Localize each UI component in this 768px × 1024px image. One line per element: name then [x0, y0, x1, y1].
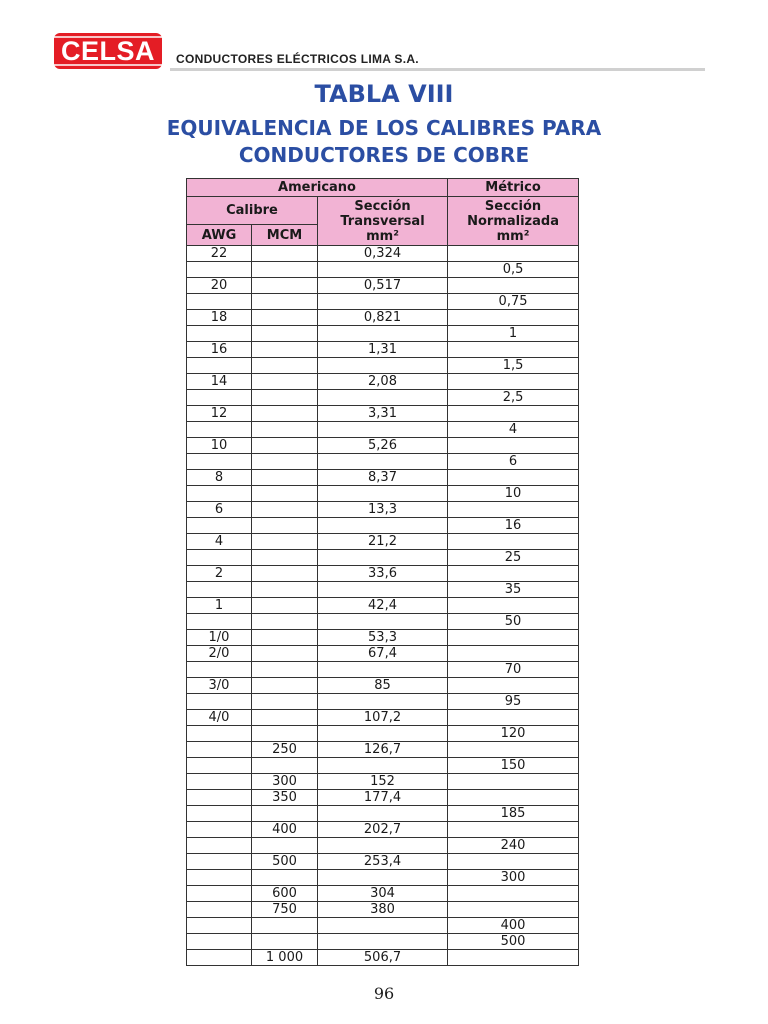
seccion-transversal-cell: [318, 262, 448, 278]
seccion-normalizada-cell: 0,75: [448, 294, 579, 310]
seccion-transversal-cell: [318, 662, 448, 678]
seccion-transversal-cell: [318, 486, 448, 502]
seccion-normalizada-cell: [448, 470, 579, 486]
table-row: [187, 630, 579, 646]
table-row: [187, 454, 579, 470]
seccion-transversal-cell: 380: [318, 902, 448, 918]
seccion-transversal-cell: [318, 614, 448, 630]
awg-cell: 4/0: [187, 710, 252, 726]
seccion-transversal-cell: 67,4: [318, 646, 448, 662]
table-row: [187, 534, 579, 550]
mcm-cell: [252, 454, 318, 470]
table-row: [187, 806, 579, 822]
mcm-cell: [252, 390, 318, 406]
table-row: [187, 310, 579, 326]
table-row: [187, 822, 579, 838]
awg-cell: [187, 758, 252, 774]
mcm-cell: [252, 726, 318, 742]
awg-cell: 12: [187, 406, 252, 422]
table-row: [187, 870, 579, 886]
mcm-cell: [252, 278, 318, 294]
table-row: [187, 374, 579, 390]
header-seccion-transversal: Sección Transversal mm²: [318, 197, 448, 246]
seccion-transversal-cell: 202,7: [318, 822, 448, 838]
seccion-transversal-cell: [318, 838, 448, 854]
awg-cell: [187, 454, 252, 470]
table-row: [187, 662, 579, 678]
table-row: [187, 294, 579, 310]
table-row: [187, 262, 579, 278]
table-row: [187, 678, 579, 694]
mcm-cell: [252, 374, 318, 390]
seccion-normalizada-cell: 500: [448, 934, 579, 950]
seccion-normalizada-cell: [448, 710, 579, 726]
header-awg: AWG: [187, 225, 252, 246]
table-row: [187, 646, 579, 662]
seccion-normalizada-cell: 150: [448, 758, 579, 774]
table-row: [187, 694, 579, 710]
seccion-transversal-cell: [318, 806, 448, 822]
seccion-normalizada-cell: [448, 278, 579, 294]
seccion-normalizada-cell: 95: [448, 694, 579, 710]
table-subtitle-line2: CONDUCTORES DE COBRE: [238, 143, 530, 167]
seccion-normalizada-cell: 400: [448, 918, 579, 934]
awg-cell: [187, 662, 252, 678]
gauge-equivalence-table: [186, 178, 579, 966]
mcm-cell: [252, 662, 318, 678]
seccion-transversal-cell: 126,7: [318, 742, 448, 758]
seccion-normalizada-cell: [448, 534, 579, 550]
awg-cell: [187, 390, 252, 406]
mcm-cell: [252, 342, 318, 358]
mcm-cell: [252, 838, 318, 854]
seccion-normalizada-cell: 2,5: [448, 390, 579, 406]
seccion-normalizada-cell: [448, 646, 579, 662]
seccion-transversal-cell: 0,324: [318, 246, 448, 262]
celsa-logo: [54, 33, 162, 69]
table-row: [187, 326, 579, 342]
seccion-transversal-cell: 8,37: [318, 470, 448, 486]
mcm-cell: [252, 550, 318, 566]
table-row: [187, 614, 579, 630]
seccion-transversal-cell: 1,31: [318, 342, 448, 358]
awg-cell: [187, 358, 252, 374]
awg-cell: 1/0: [187, 630, 252, 646]
seccion-transversal-cell: 304: [318, 886, 448, 902]
awg-cell: [187, 790, 252, 806]
table-row: [187, 278, 579, 294]
awg-cell: [187, 294, 252, 310]
seccion-transversal-cell: 177,4: [318, 790, 448, 806]
seccion-normalizada-cell: [448, 950, 579, 966]
seccion-normalizada-cell: [448, 566, 579, 582]
awg-cell: 4: [187, 534, 252, 550]
mcm-cell: [252, 694, 318, 710]
table-row: [187, 390, 579, 406]
logo-text: CELSA: [60, 35, 155, 66]
mcm-cell: [252, 630, 318, 646]
awg-cell: [187, 918, 252, 934]
seccion-normalizada-cell: 240: [448, 838, 579, 854]
seccion-normalizada-cell: 120: [448, 726, 579, 742]
table-row: [187, 502, 579, 518]
mcm-cell: [252, 710, 318, 726]
awg-cell: [187, 326, 252, 342]
mcm-cell: [252, 358, 318, 374]
seccion-transversal-cell: [318, 582, 448, 598]
seccion-normalizada-cell: [448, 406, 579, 422]
mcm-cell: 600: [252, 886, 318, 902]
table-row: [187, 598, 579, 614]
awg-cell: 16: [187, 342, 252, 358]
seccion-transversal-cell: 13,3: [318, 502, 448, 518]
awg-cell: [187, 582, 252, 598]
mcm-cell: [252, 246, 318, 262]
seccion-transversal-cell: 53,3: [318, 630, 448, 646]
company-name: CONDUCTORES ELÉCTRICOS LIMA S.A.: [176, 52, 419, 66]
seccion-transversal-cell: [318, 454, 448, 470]
seccion-transversal-cell: 5,26: [318, 438, 448, 454]
mcm-cell: [252, 486, 318, 502]
seccion-transversal-cell: [318, 758, 448, 774]
table-subtitle-line1: EQUIVALENCIA DE LOS CALIBRES PARA: [166, 116, 602, 140]
awg-cell: 10: [187, 438, 252, 454]
table-row: [187, 566, 579, 582]
mcm-cell: 1 000: [252, 950, 318, 966]
table-row: [187, 758, 579, 774]
mcm-cell: [252, 406, 318, 422]
seccion-normalizada-cell: [448, 886, 579, 902]
header-metrico: Métrico: [448, 179, 579, 197]
mcm-cell: 350: [252, 790, 318, 806]
seccion-normalizada-cell: [448, 246, 579, 262]
table-row: [187, 886, 579, 902]
seccion-normalizada-cell: 6: [448, 454, 579, 470]
mcm-cell: [252, 518, 318, 534]
seccion-normalizada-cell: 4: [448, 422, 579, 438]
page-number: 96: [373, 984, 395, 1003]
header-seccion-normalizada: Sección Normalizada mm²: [448, 197, 579, 246]
mcm-cell: [252, 310, 318, 326]
table-row: [187, 422, 579, 438]
awg-cell: [187, 422, 252, 438]
seccion-transversal-cell: 0,517: [318, 278, 448, 294]
mcm-cell: [252, 806, 318, 822]
table-row: [187, 790, 579, 806]
mcm-cell: [252, 502, 318, 518]
mcm-cell: 300: [252, 774, 318, 790]
header-mcm: MCM: [252, 225, 318, 246]
awg-cell: 22: [187, 246, 252, 262]
seccion-normalizada-cell: [448, 598, 579, 614]
table-row: [187, 438, 579, 454]
table-row: [187, 358, 579, 374]
mcm-cell: [252, 262, 318, 278]
table-row: [187, 742, 579, 758]
seccion-transversal-cell: [318, 358, 448, 374]
awg-cell: [187, 854, 252, 870]
awg-cell: 3/0: [187, 678, 252, 694]
seccion-transversal-cell: [318, 390, 448, 406]
awg-cell: [187, 870, 252, 886]
table-row: [187, 918, 579, 934]
mcm-cell: [252, 422, 318, 438]
seccion-transversal-cell: 33,6: [318, 566, 448, 582]
seccion-transversal-cell: 21,2: [318, 534, 448, 550]
table-row: [187, 774, 579, 790]
seccion-transversal-cell: 506,7: [318, 950, 448, 966]
seccion-transversal-cell: [318, 726, 448, 742]
seccion-normalizada-cell: [448, 310, 579, 326]
mcm-cell: [252, 934, 318, 950]
mcm-cell: [252, 758, 318, 774]
seccion-transversal-cell: [318, 518, 448, 534]
seccion-normalizada-cell: [448, 342, 579, 358]
header-americano: Americano: [187, 179, 448, 197]
mcm-cell: [252, 294, 318, 310]
seccion-normalizada-cell: 1: [448, 326, 579, 342]
table-row: [187, 406, 579, 422]
mcm-cell: [252, 678, 318, 694]
header-divider: [170, 68, 705, 71]
awg-cell: [187, 950, 252, 966]
mcm-cell: [252, 918, 318, 934]
seccion-normalizada-cell: 50: [448, 614, 579, 630]
seccion-normalizada-cell: [448, 502, 579, 518]
table-row: [187, 838, 579, 854]
awg-cell: [187, 550, 252, 566]
seccion-transversal-cell: [318, 326, 448, 342]
seccion-normalizada-cell: [448, 678, 579, 694]
mcm-cell: 250: [252, 742, 318, 758]
awg-cell: [187, 694, 252, 710]
mcm-cell: 750: [252, 902, 318, 918]
seccion-transversal-cell: [318, 934, 448, 950]
mcm-cell: [252, 646, 318, 662]
table-row: [187, 710, 579, 726]
mcm-cell: [252, 582, 318, 598]
seccion-normalizada-cell: 16: [448, 518, 579, 534]
seccion-normalizada-cell: [448, 774, 579, 790]
seccion-normalizada-cell: [448, 630, 579, 646]
seccion-normalizada-cell: [448, 902, 579, 918]
awg-cell: 2: [187, 566, 252, 582]
awg-cell: [187, 774, 252, 790]
seccion-transversal-cell: [318, 870, 448, 886]
mcm-cell: [252, 438, 318, 454]
seccion-normalizada-cell: [448, 742, 579, 758]
awg-cell: [187, 486, 252, 502]
table-row: [187, 246, 579, 262]
seccion-normalizada-cell: 1,5: [448, 358, 579, 374]
mcm-cell: [252, 534, 318, 550]
seccion-normalizada-cell: 25: [448, 550, 579, 566]
seccion-transversal-cell: 0,821: [318, 310, 448, 326]
awg-cell: [187, 518, 252, 534]
seccion-transversal-cell: [318, 294, 448, 310]
awg-cell: [187, 934, 252, 950]
awg-cell: [187, 742, 252, 758]
table-row: [187, 582, 579, 598]
mcm-cell: 500: [252, 854, 318, 870]
table-row: [187, 902, 579, 918]
mcm-cell: [252, 470, 318, 486]
table-row: [187, 550, 579, 566]
table-row: [187, 342, 579, 358]
awg-cell: [187, 902, 252, 918]
table-row: [187, 726, 579, 742]
awg-cell: [187, 614, 252, 630]
mcm-cell: [252, 598, 318, 614]
seccion-transversal-cell: 42,4: [318, 598, 448, 614]
seccion-transversal-cell: 2,08: [318, 374, 448, 390]
awg-cell: [187, 262, 252, 278]
seccion-transversal-cell: [318, 918, 448, 934]
seccion-transversal-cell: 253,4: [318, 854, 448, 870]
mcm-cell: [252, 326, 318, 342]
table-row: [187, 950, 579, 966]
seccion-normalizada-cell: 185: [448, 806, 579, 822]
seccion-normalizada-cell: [448, 854, 579, 870]
seccion-transversal-cell: 107,2: [318, 710, 448, 726]
seccion-normalizada-cell: [448, 790, 579, 806]
awg-cell: 8: [187, 470, 252, 486]
header-calibre: Calibre: [187, 197, 318, 225]
awg-cell: 6: [187, 502, 252, 518]
seccion-normalizada-cell: 35: [448, 582, 579, 598]
awg-cell: [187, 806, 252, 822]
mcm-cell: [252, 870, 318, 886]
seccion-transversal-cell: [318, 694, 448, 710]
awg-cell: [187, 886, 252, 902]
table-row: [187, 934, 579, 950]
seccion-normalizada-cell: [448, 438, 579, 454]
table-row: [187, 518, 579, 534]
awg-cell: [187, 726, 252, 742]
awg-cell: 1: [187, 598, 252, 614]
awg-cell: [187, 838, 252, 854]
table-row: [187, 470, 579, 486]
seccion-transversal-cell: 85: [318, 678, 448, 694]
seccion-normalizada-cell: 0,5: [448, 262, 579, 278]
mcm-cell: [252, 566, 318, 582]
awg-cell: 2/0: [187, 646, 252, 662]
seccion-normalizada-cell: 10: [448, 486, 579, 502]
mcm-cell: 400: [252, 822, 318, 838]
seccion-normalizada-cell: [448, 822, 579, 838]
awg-cell: 14: [187, 374, 252, 390]
table-title: TABLA VIII: [314, 80, 454, 108]
table-row: [187, 486, 579, 502]
seccion-transversal-cell: [318, 422, 448, 438]
awg-cell: [187, 822, 252, 838]
seccion-normalizada-cell: 300: [448, 870, 579, 886]
awg-cell: 18: [187, 310, 252, 326]
seccion-transversal-cell: 3,31: [318, 406, 448, 422]
awg-cell: 20: [187, 278, 252, 294]
seccion-transversal-cell: 152: [318, 774, 448, 790]
seccion-transversal-cell: [318, 550, 448, 566]
seccion-normalizada-cell: [448, 374, 579, 390]
seccion-normalizada-cell: 70: [448, 662, 579, 678]
mcm-cell: [252, 614, 318, 630]
table-row: [187, 854, 579, 870]
